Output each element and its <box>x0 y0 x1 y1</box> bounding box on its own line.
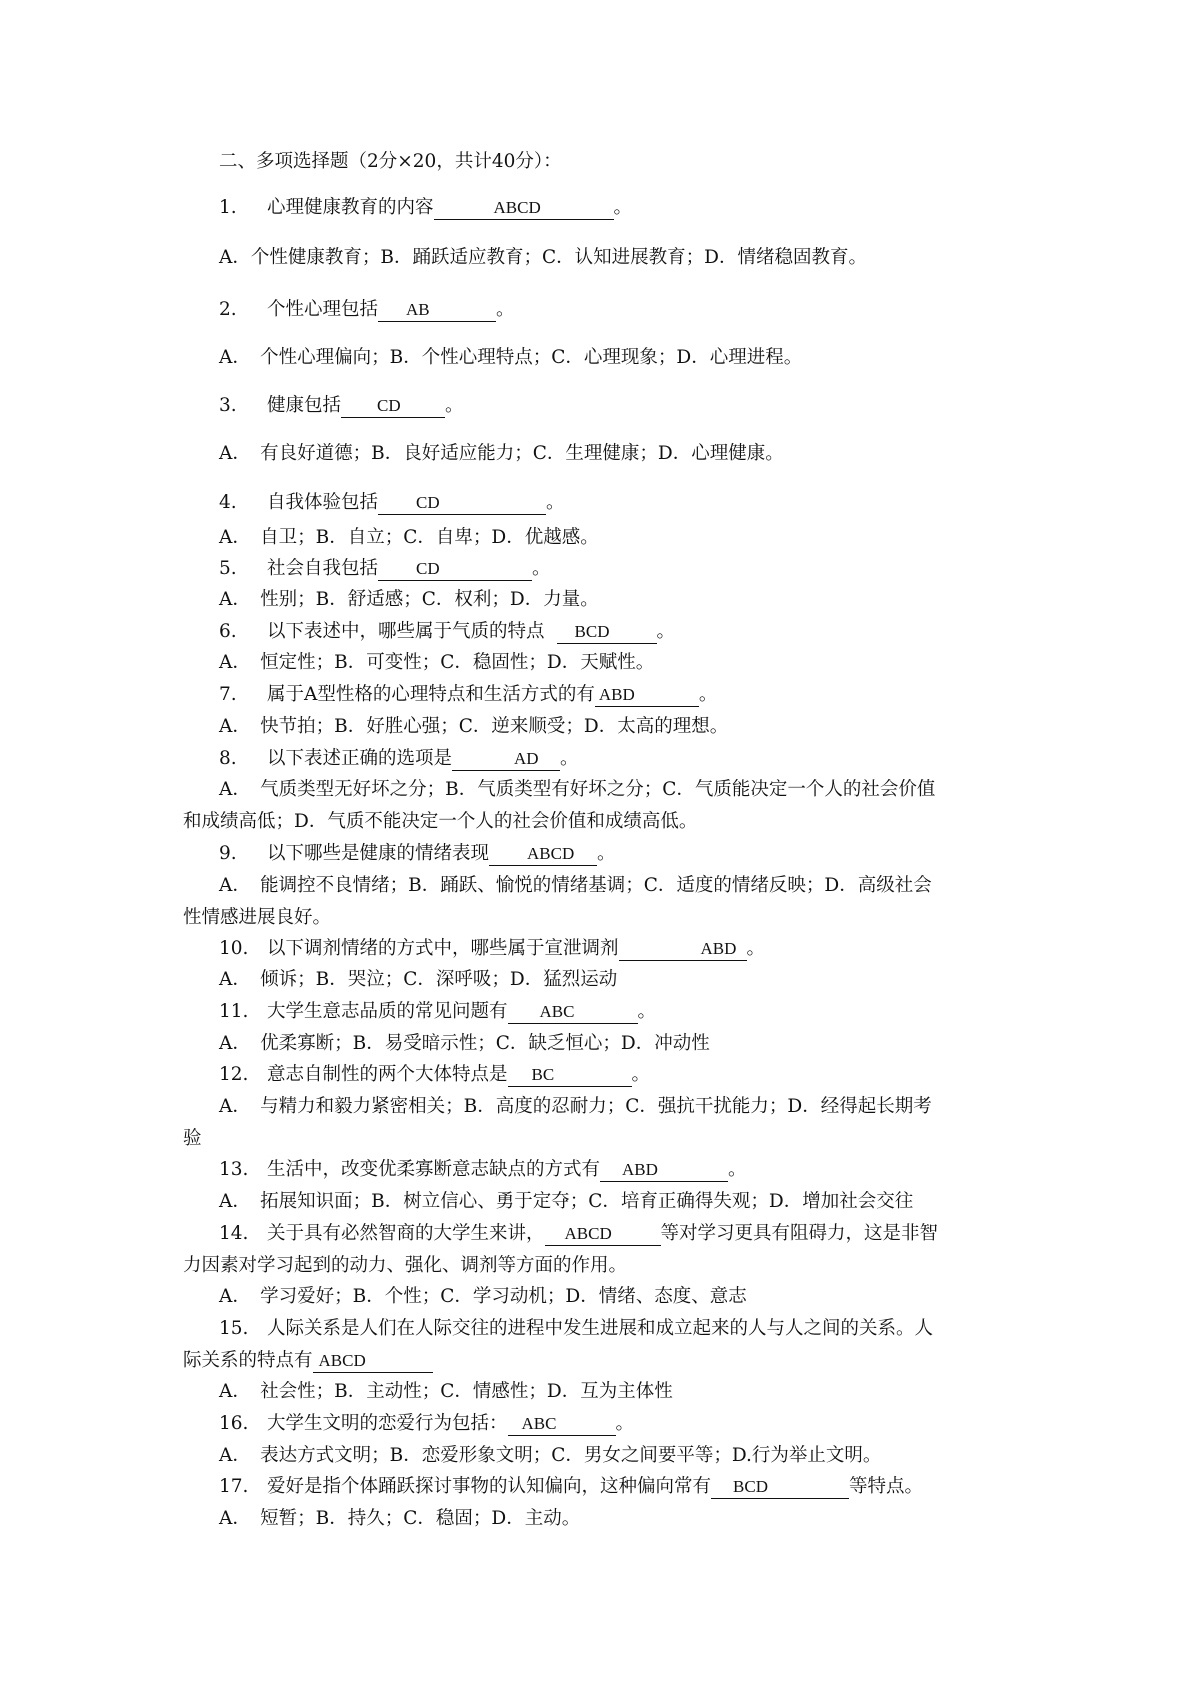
answer-blank: BCD <box>557 622 657 644</box>
question-tail: 。 <box>728 1159 747 1180</box>
question-2-options: A． 个性心理偏向；B．个性心理特点；C．心理现象；D．心理进程。 <box>219 347 803 368</box>
question-number: 16. <box>219 1413 249 1434</box>
question-14 <box>0 1222 1191 1246</box>
question-number: 14. <box>219 1223 249 1244</box>
question-number: 3. <box>219 395 237 416</box>
question-7-options: A． 快节拍；B．好胜心强；C．逆来顺受；D．太高的理想。 <box>219 716 729 737</box>
question-15-stem-line-2 <box>0 1349 1191 1373</box>
question-15 <box>0 1317 1191 1341</box>
question-number: 7. <box>219 684 237 705</box>
question-17-options: A． 短暂；B．持久；C．稳固；D．主动。 <box>219 1508 581 1529</box>
question-stem: 爱好是指个体踊跃探讨事物的认知偏向，这种偏向常有 <box>267 1476 712 1497</box>
question-tail: 。 <box>597 843 616 864</box>
answer-blank: AD <box>452 749 560 771</box>
question-stem: 属于A型性格的心理特点和生活方式的有 <box>267 684 595 705</box>
question-3 <box>0 394 1191 418</box>
question-stem: 个性心理包括 <box>267 299 379 320</box>
question-tail: 。 <box>560 748 579 769</box>
question-tail: 。 <box>496 299 515 320</box>
answer-blank: ABC <box>508 1002 638 1024</box>
question-16 <box>0 1412 1191 1436</box>
question-13-options: A． 拓展知识面；B．树立信心、勇于定夺；C．培育正确得失观；D．增加社会交往 <box>219 1191 914 1212</box>
question-stem: 际关系的特点有 <box>183 1350 313 1371</box>
section-title: 二、多项选择题（2分×20，共计40分）： <box>219 151 562 172</box>
question-2 <box>0 298 1191 322</box>
question-14-options: A． 学习爱好；B．个性；C．学习动机；D．情绪、态度、意志 <box>219 1286 747 1307</box>
question-tail: 等特点。 <box>849 1476 924 1497</box>
question-stem: 心理健康教育的内容 <box>267 197 434 218</box>
question-number: 5. <box>219 558 237 579</box>
question-stem: 以下调剂情绪的方式中，哪些属于宣泄调剂 <box>267 938 619 959</box>
answer-blank: CD <box>341 396 445 418</box>
question-number: 4. <box>219 492 237 513</box>
question-tail: 。 <box>631 1064 651 1085</box>
question-stem: 以下表述正确的选项是 <box>267 748 453 769</box>
question-number: 8. <box>219 748 237 769</box>
question-17 <box>0 1475 1191 1499</box>
question-13 <box>0 1158 1191 1182</box>
question-16-options: A． 表达方式文明；B．恋爱形象文明；C．男女之间要平等；D.行为举止文明。 <box>219 1445 882 1466</box>
question-tail: 。 <box>698 684 718 705</box>
question-12-options-line-1: A． 与精力和毅力紧密相关；B．高度的忍耐力；C．强抗干扰能力；D．经得起长期考 <box>219 1096 932 1117</box>
question-15-options: A． 社会性；B．主动性；C．情感性；D．互为主体性 <box>219 1381 673 1402</box>
question-tail: 。 <box>746 938 766 959</box>
question-number: 2. <box>219 299 237 320</box>
question-12 <box>0 1063 1191 1087</box>
question-number: 6. <box>219 621 237 642</box>
question-stem: 人际关系是人们在人际交往的进程中发生进展和成立起来的人与人之间的关系。人 <box>267 1318 934 1339</box>
question-stem: 大学生意志品质的常见问题有 <box>267 1001 508 1022</box>
question-stem: 意志自制性的两个大体特点是 <box>267 1064 508 1085</box>
question-9-options-line-1: A． 能调控不良情绪；B．踊跃、愉悦的情绪基调；C．适度的情绪反映；D．高级社会 <box>219 875 932 896</box>
answer-blank: ABCD <box>489 844 597 866</box>
question-1-options: A．个性健康教育；B．踊跃适应教育；C．认知进展教育；D．情绪稳固教育。 <box>219 247 867 268</box>
answer-blank: BCD <box>711 1477 849 1499</box>
question-14-stem-line-2: 力因素对学习起到的动力、强化、调剂等方面的作用。 <box>183 1255 628 1276</box>
question-stem: 自我体验包括 <box>267 492 379 513</box>
question-tail: 。 <box>637 1001 657 1022</box>
question-number: 9. <box>219 843 237 864</box>
question-tail: 等对学习更具有阻碍力，这是非智 <box>660 1223 939 1244</box>
question-tail: 。 <box>532 558 551 579</box>
answer-blank: ABD <box>619 939 747 961</box>
question-5 <box>0 557 1191 581</box>
question-10 <box>0 937 1191 961</box>
question-8-options-line-1: A． 气质类型无好坏之分；B．气质类型有好坏之分；C．气质能决定一个人的社会价值 <box>219 779 936 800</box>
answer-blank: ABCD <box>545 1224 661 1246</box>
answer-blank: ABD <box>595 685 699 707</box>
answer-blank: ABCD <box>434 198 614 220</box>
answer-blank: ABC <box>508 1414 616 1436</box>
question-stem: 以下哪些是健康的情绪表现 <box>267 843 490 864</box>
question-number: 17. <box>219 1476 249 1497</box>
question-6-options: A． 恒定性；B．可变性；C．稳固性；D．天赋性。 <box>219 652 655 673</box>
question-12-options-line-2: 验 <box>183 1128 202 1149</box>
question-number: 15. <box>219 1318 249 1339</box>
question-9-options-line-2: 性情感进展良好。 <box>183 907 332 928</box>
question-tail: 。 <box>445 395 464 416</box>
question-7 <box>0 683 1191 707</box>
question-tail: 。 <box>546 492 565 513</box>
question-tail: 。 <box>656 621 676 642</box>
question-5-options: A． 性别；B．舒适感；C．权利；D．力量。 <box>219 589 599 610</box>
answer-blank: ABD <box>600 1160 728 1182</box>
question-3-options: A． 有良好道德；B．良好适应能力；C．生理健康；D．心理健康。 <box>219 443 784 464</box>
question-8-options-line-2: 和成绩高低；D．气质不能决定一个人的社会价值和成绩高低。 <box>183 811 698 832</box>
question-8 <box>0 747 1191 771</box>
question-stem: 关于具有必然智商的大学生来讲， <box>267 1223 545 1244</box>
question-number: 12. <box>219 1064 249 1085</box>
question-number: 11. <box>219 1001 249 1022</box>
answer-blank: BC <box>508 1065 632 1087</box>
answer-blank: ABCD <box>313 1351 433 1373</box>
question-9 <box>0 842 1191 866</box>
question-number: 13. <box>219 1159 249 1180</box>
question-number: 10. <box>219 938 249 959</box>
answer-blank: CD <box>378 493 546 515</box>
question-tail: 。 <box>613 197 633 218</box>
question-1 <box>0 196 1191 220</box>
question-4 <box>0 491 1191 515</box>
answer-blank: CD <box>378 559 532 581</box>
question-11-options: A． 优柔寡断；B．易受暗示性；C．缺乏恒心；D．冲动性 <box>219 1033 710 1054</box>
question-4-options: A． 自卫；B．自立；C．自卑；D．优越感。 <box>219 527 599 548</box>
question-stem: 生活中，改变优柔寡断意志缺点的方式有 <box>267 1159 601 1180</box>
question-stem: 健康包括 <box>267 395 342 416</box>
answer-blank: AB <box>378 300 496 322</box>
question-11 <box>0 1000 1191 1024</box>
question-stem: 大学生文明的恋爱行为包括： <box>267 1413 508 1434</box>
question-10-options: A． 倾诉；B．哭泣；C．深呼吸；D．猛烈运动 <box>219 969 618 990</box>
question-stem: 以下表述中，哪些属于气质的特点 <box>267 621 545 642</box>
question-tail: 。 <box>615 1413 635 1434</box>
question-6 <box>0 620 1191 644</box>
question-stem: 社会自我包括 <box>267 558 379 579</box>
question-number: 1. <box>219 197 237 218</box>
